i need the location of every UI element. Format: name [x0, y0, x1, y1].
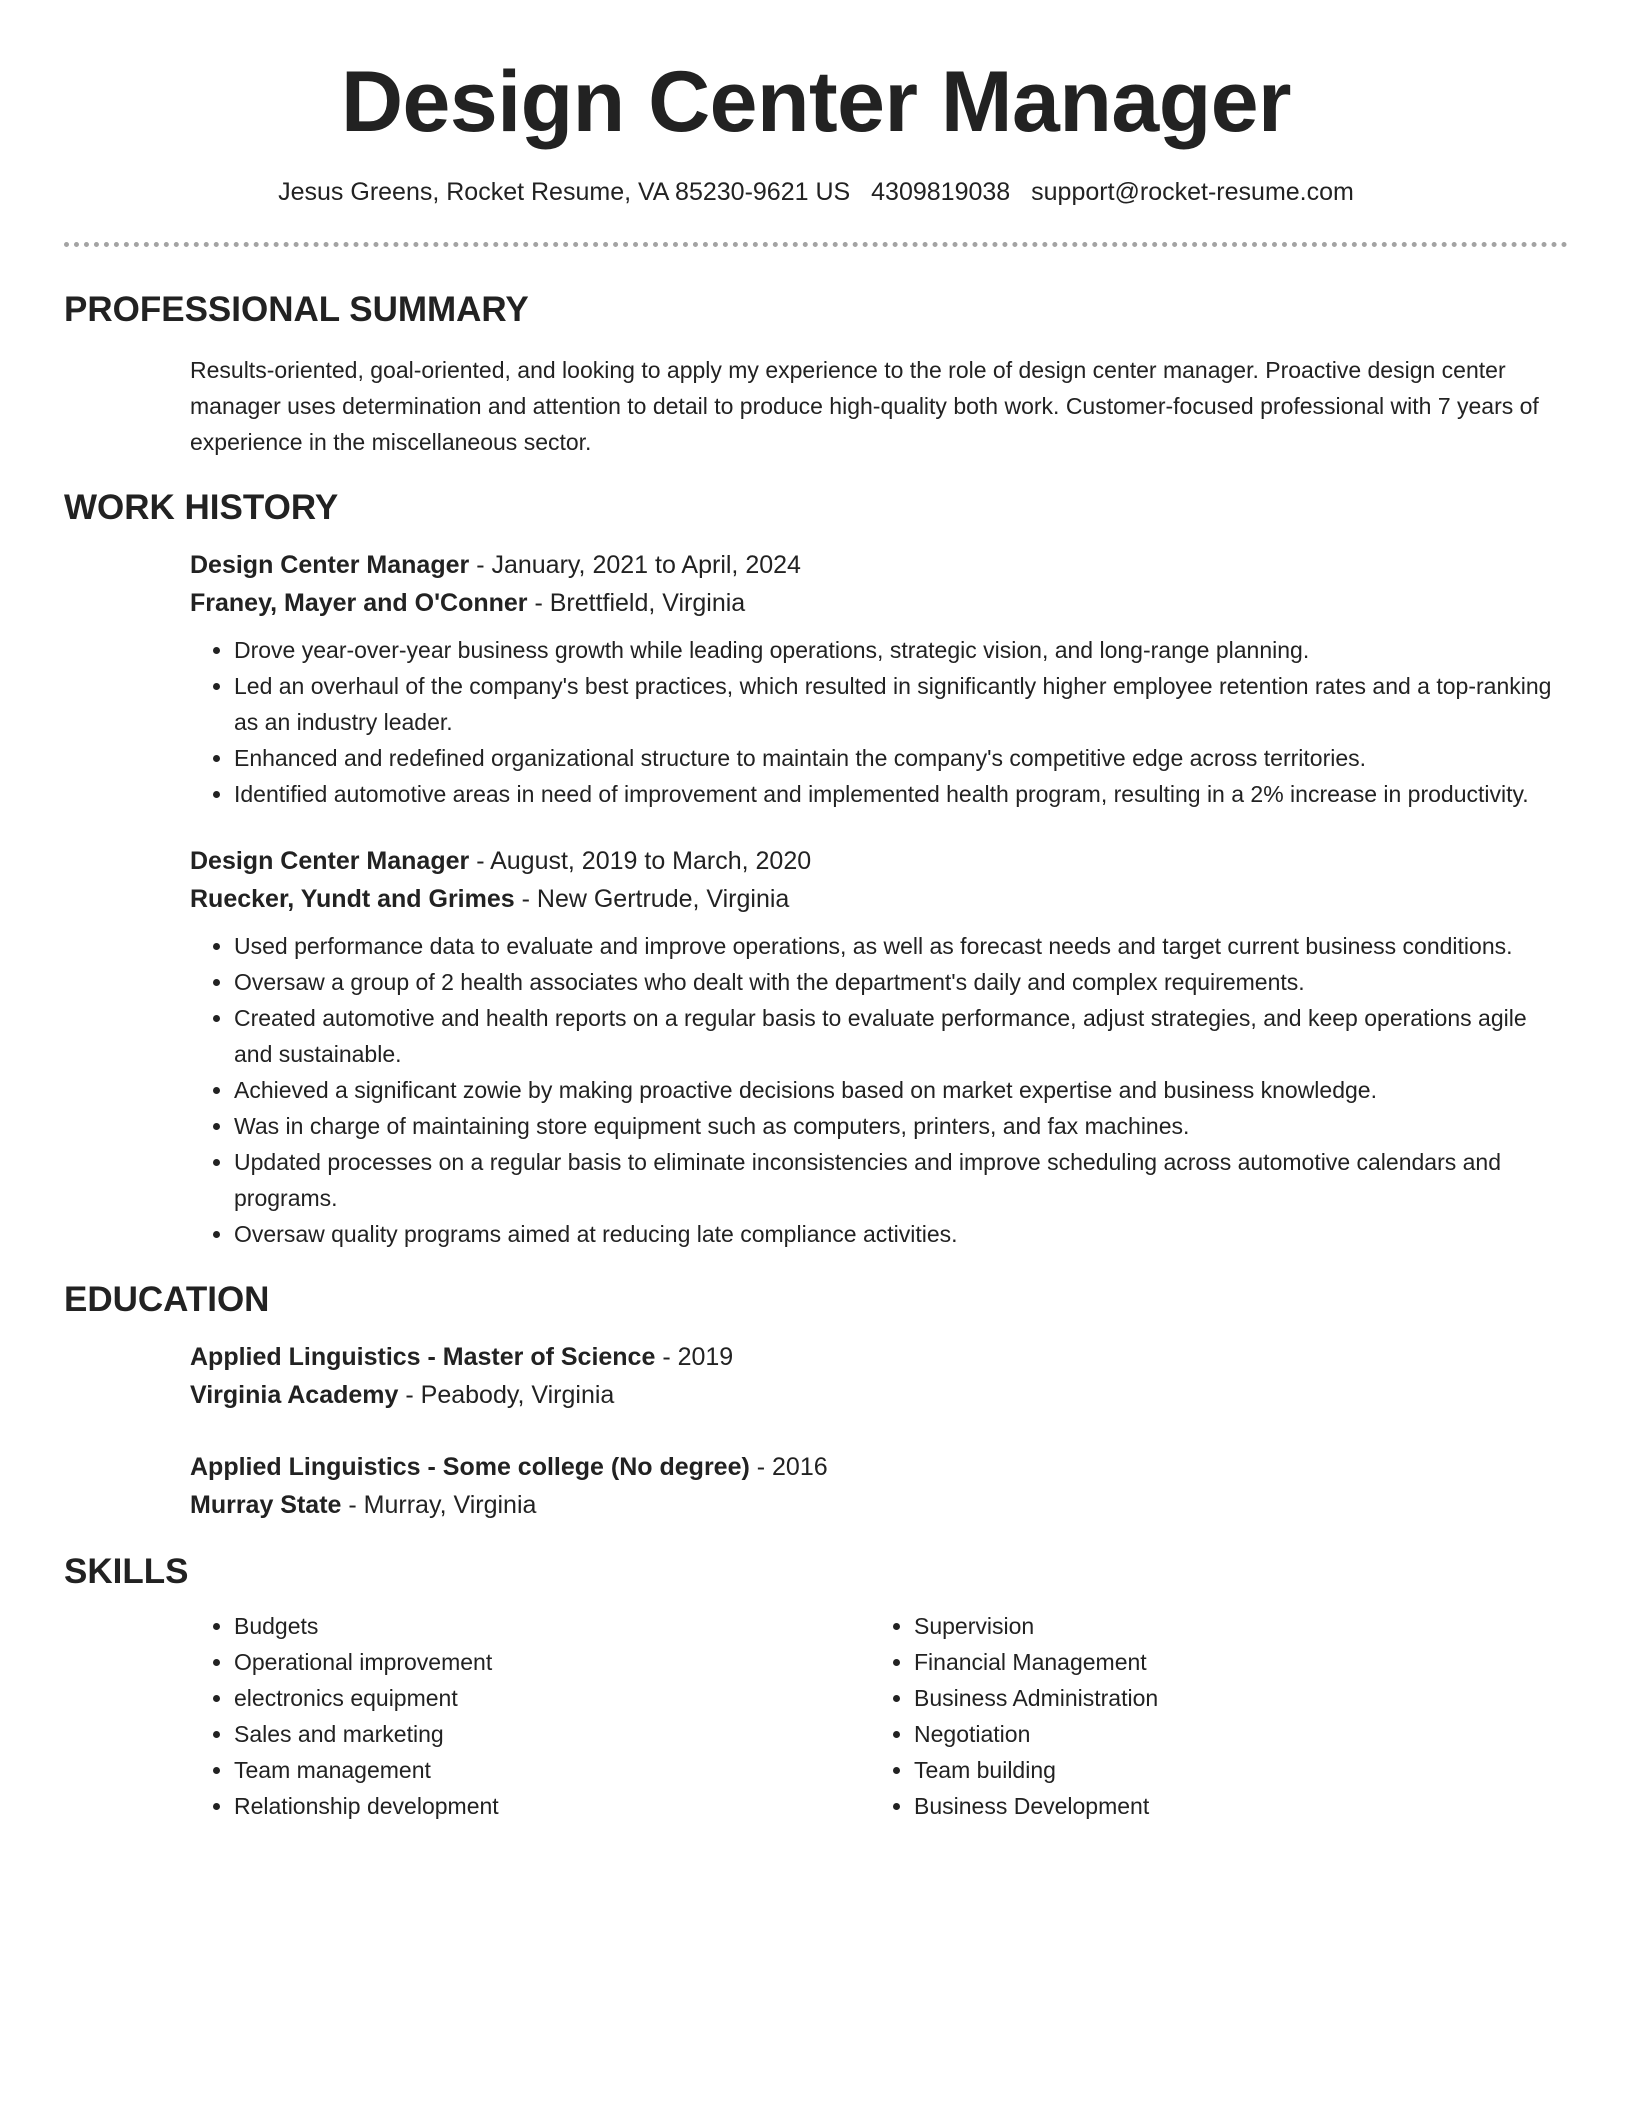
contact-address: Jesus Greens, Rocket Resume, VA 85230-9621 US [278, 178, 851, 206]
job-dates: - August, 2019 to March, 2020 [469, 847, 812, 875]
skill-item: • Negotiation [914, 1716, 1514, 1752]
skill-item: • electronics equipment [234, 1680, 870, 1716]
job-bullets [190, 632, 1568, 812]
job-bullet: • Oversaw a group of 2 health associates who dealt with the department's daily and complex requirements. [234, 964, 1568, 1000]
education-year: - 2016 [749, 1453, 828, 1481]
skills-section [64, 1550, 1568, 1824]
job-bullets [190, 928, 1568, 1252]
resume-header [64, 0, 1568, 208]
job-company: Franey, Mayer and O'Conner [190, 589, 528, 617]
job-company: Ruecker, Yundt and Grimes [190, 885, 515, 913]
education-school: Murray State [190, 1491, 342, 1519]
work-history-title: WORK HISTORY [64, 488, 339, 527]
skill-item: • Financial Management [914, 1644, 1514, 1680]
skill-item: • Operational improvement [234, 1644, 870, 1680]
summary-title: PROFESSIONAL SUMMARY [64, 290, 529, 329]
job-dates: - January, 2021 to April, 2024 [469, 551, 801, 579]
job-bullet: • Enhanced and redefined organizational structure to maintain the company's competitive edge across territories. [234, 740, 1568, 776]
skills-list [190, 1608, 1568, 1824]
resume-page [64, 0, 1568, 1824]
skills-title: SKILLS [64, 1552, 189, 1591]
summary-body [190, 352, 1568, 460]
skill-item: • Sales and marketing [234, 1716, 870, 1752]
skill-item: • Business Development [914, 1788, 1514, 1824]
job-bullet: • Updated processes on a regular basis to eliminate inconsistencies and improve scheduling across automotive calendars and programs. [234, 1144, 1568, 1216]
education-school-line [190, 1376, 1568, 1414]
skill-item: • Team management [234, 1752, 870, 1788]
education-degree: Applied Linguistics - Some college (No degree) [190, 1453, 750, 1481]
job-bullet: • Used performance data to evaluate and improve operations, as well as forecast needs and target current business conditions. [234, 928, 1568, 964]
education-entry [190, 1448, 1568, 1524]
job-company-line [190, 880, 1568, 918]
skill-item: • Relationship development [234, 1788, 870, 1824]
job-bullet: • Identified automotive areas in need of improvement and implemented health program, resulting in a 2% increase in productivity. [234, 776, 1568, 812]
education-title: EDUCATION [64, 1280, 270, 1319]
job-bullet: • Led an overhaul of the company's best practices, which resulted in significantly higher employee retention rates and a top-ranking as an industry leader. [234, 668, 1568, 740]
summary-text: Results-oriented, goal-oriented, and looking to apply my experience to the role of design center manager. Proactive design center manager uses determination and attention to detail to produce high-quality both work. Customer-focused professional with 7 years of experience in the miscellaneous sector. [190, 357, 1539, 455]
job-role: Design Center Manager [190, 551, 470, 579]
education-degree-line [190, 1338, 1568, 1376]
job-bullet: • Oversaw quality programs aimed at reducing late compliance activities. [234, 1216, 1568, 1252]
skill-item: • Supervision [914, 1608, 1514, 1644]
education-school: Virginia Academy [190, 1381, 399, 1409]
job-bullet: • Was in charge of maintaining store equipment such as computers, printers, and fax machines. [234, 1108, 1568, 1144]
education-year: - 2019 [655, 1343, 734, 1371]
summary-section [64, 288, 1568, 460]
job-company-line [190, 584, 1568, 622]
skill-item: • Business Administration [914, 1680, 1514, 1716]
job-entry [190, 546, 1568, 812]
work-history-section [64, 486, 1568, 1252]
job-bullet: • Achieved a significant zowie by making proactive decisions based on market expertise and business knowledge. [234, 1072, 1568, 1108]
skills-column-right [870, 1608, 1514, 1824]
job-bullet: • Created automotive and health reports on a regular basis to evaluate performance, adjust strategies, and keep operations agile and sustainable. [234, 1000, 1568, 1072]
job-role-line [190, 842, 1568, 880]
job-location: - New Gertrude, Virginia [514, 885, 790, 913]
job-entry [190, 842, 1568, 1252]
education-degree-line [190, 1448, 1568, 1486]
candidate-name: Design Center Manager [340, 54, 1292, 150]
education-entry [190, 1338, 1568, 1414]
job-bullet: • Drove year-over-year business growth while leading operations, strategic vision, and long-range planning. [234, 632, 1568, 668]
contact-phone: 4309819038 [871, 178, 1011, 206]
education-degree: Applied Linguistics - Master of Science [190, 1343, 656, 1371]
contact-line [64, 176, 1568, 208]
education-location: - Murray, Virginia [341, 1491, 537, 1519]
education-school-line [190, 1486, 1568, 1524]
header-divider [64, 242, 1568, 247]
job-role: Design Center Manager [190, 847, 470, 875]
job-role-line [190, 546, 1568, 584]
education-section [64, 1278, 1568, 1524]
skill-item: • Team building [914, 1752, 1514, 1788]
contact-email: support@rocket-resume.com [1031, 178, 1354, 206]
skills-column-left [190, 1608, 870, 1824]
skill-item: • Budgets [234, 1608, 870, 1644]
job-location: - Brettfield, Virginia [527, 589, 746, 617]
education-location: - Peabody, Virginia [398, 1381, 615, 1409]
